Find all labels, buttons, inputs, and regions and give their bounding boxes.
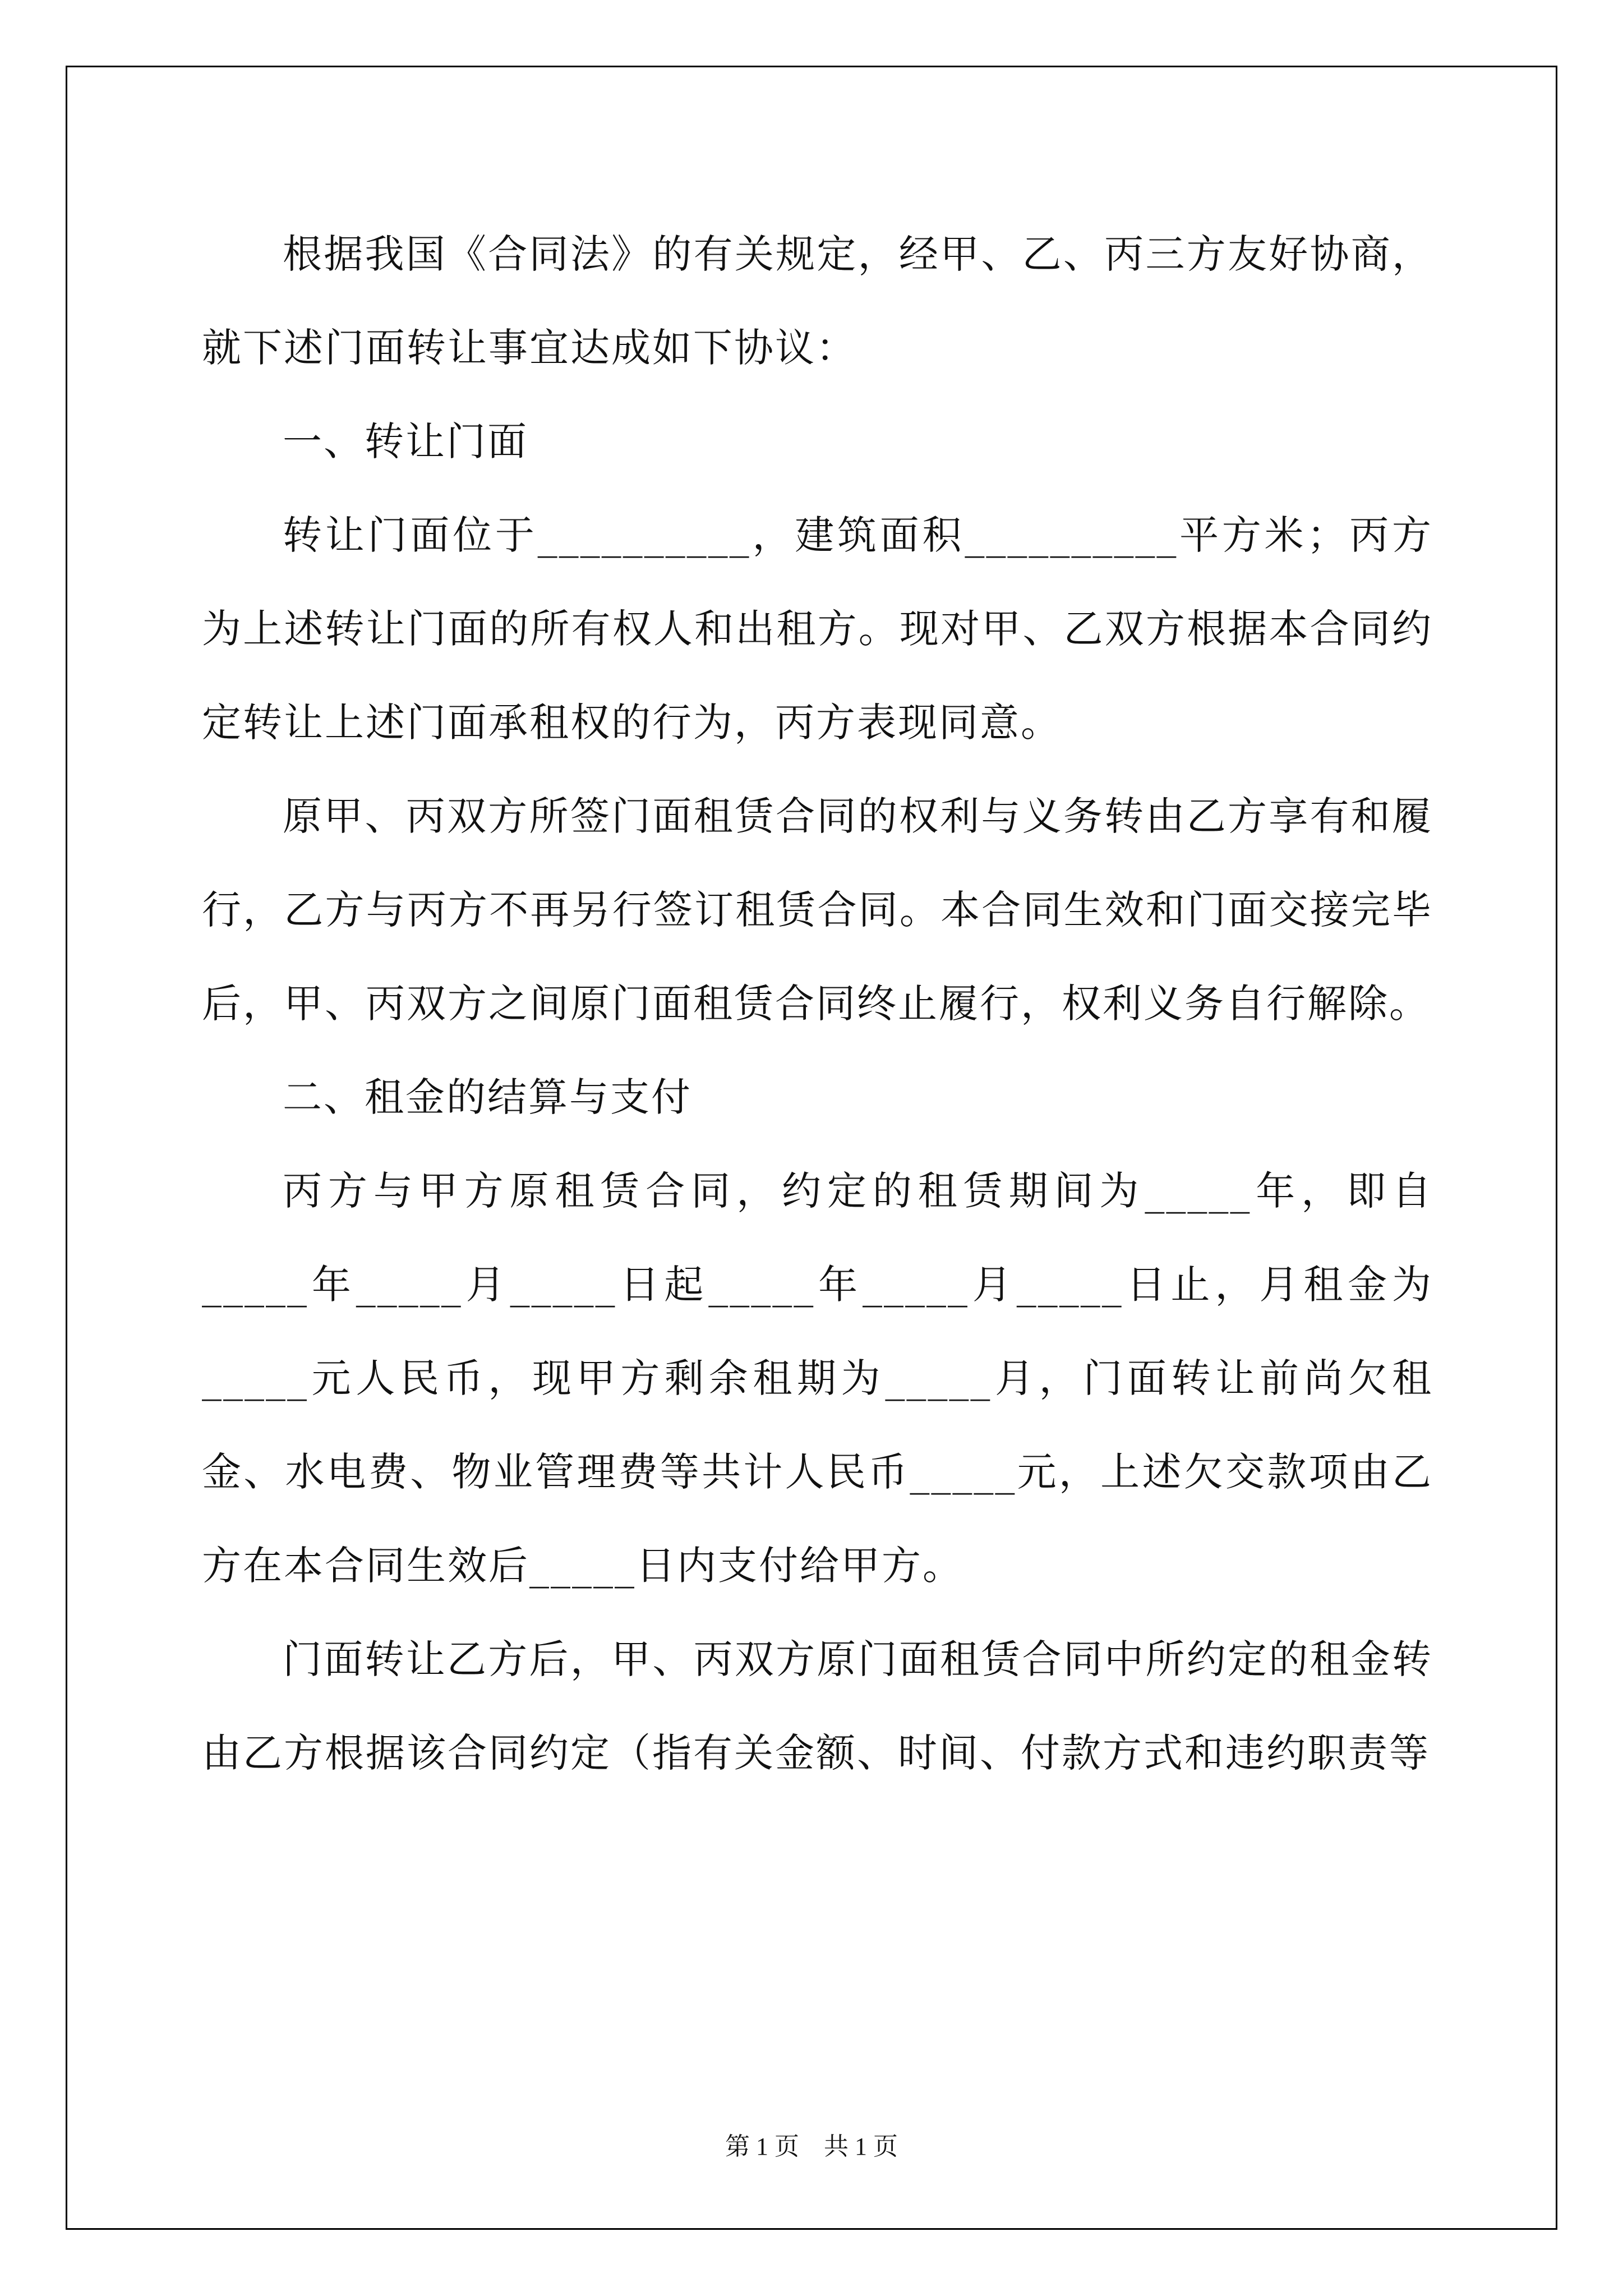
page-number: 第 1 页 共 1 页	[725, 2133, 898, 2160]
paragraph-preamble: 根据我国《合同法》的有关规定，经甲、乙、丙三方友好协商，就下述门面转让事宜达成如下协议：	[202, 231, 1433, 371]
paragraph-rent-terms: 丙方与甲方原租赁合同，约定的租赁期间为_____年，即自_____年_____月_____日起_____年_____月_____日止，月租金为_____元人民币，现甲方剩余租期为_____月，门面转让前尚欠租金、水电费、物业管理费等共计人民币_____元，上述欠交款项由乙方在本合同生效后_____日内支付给甲方。	[202, 1168, 1433, 1589]
contract-body	[202, 208, 1433, 1800]
section-heading-rent: 二、租金的结算与支付	[283, 1074, 692, 1120]
paragraph-rent-transfer: 门面转让乙方后，甲、丙双方原门面租赁合同中所约定的租金转由乙方根据该合同约定（指有关金额、时间、付款方式和违约职责等	[202, 1636, 1433, 1776]
paragraph-location: 转让门面位于__________，建筑面积__________平方米；丙方为上述转让门面的所有权人和出租方。现对甲、乙双方根据本合同约定转让上述门面承租权的行为，丙方表现同意。	[202, 512, 1433, 746]
section-heading-transfer: 一、转让门面	[283, 418, 528, 464]
paragraph-rights: 原甲、丙双方所签门面租赁合同的权利与义务转由乙方享有和履行，乙方与丙方不再另行签订租赁合同。本合同生效和门面交接完毕后，甲、丙双方之间原门面租赁合同终止履行，权利义务自行解除。	[202, 793, 1433, 1027]
